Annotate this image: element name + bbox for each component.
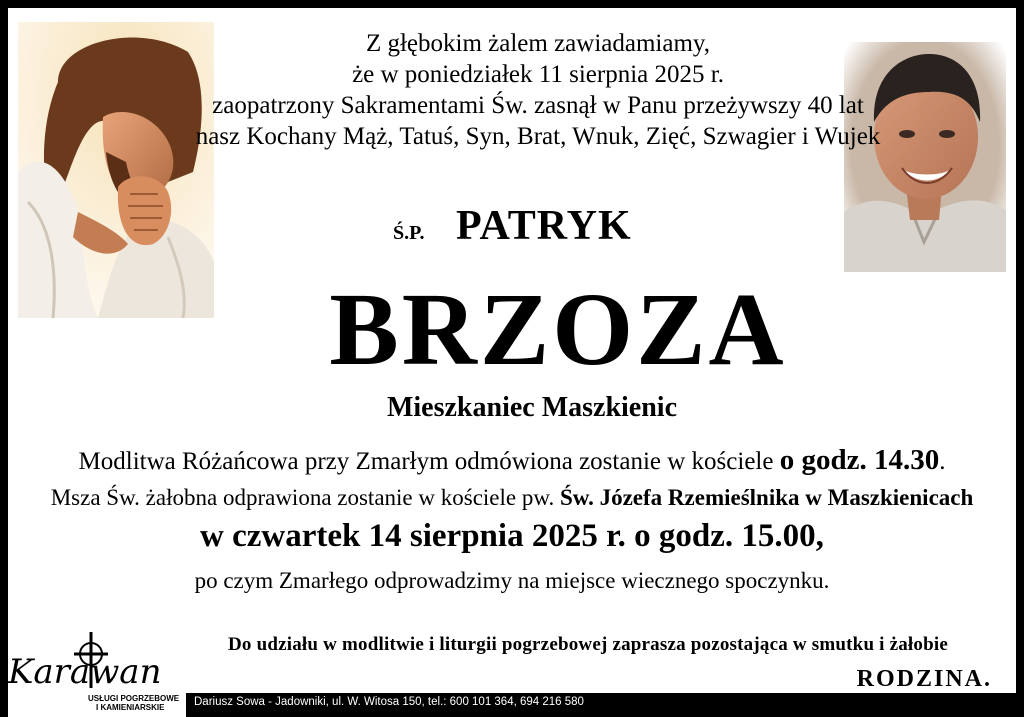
rosary-text: Modlitwa Różańcowa przy Zmarłym odmówiona zostanie w kościele [78, 448, 780, 475]
rosary-end: . [939, 448, 946, 475]
funeral-home-logo: Karawan [8, 652, 162, 692]
sp-prefix: Ś.P. [393, 222, 425, 244]
mass-church: Św. Józefa Rzemieślnika w Maszkienicach [559, 485, 974, 510]
rosary-time: o godz. 14.30 [779, 444, 940, 476]
mass-line [8, 485, 1016, 511]
first-name: PATRYK [456, 203, 632, 249]
intro-line-1: Z głębokim żalem zawiadamiamy, [365, 30, 711, 57]
intro-line-4: nasz Kochany Mąż, Tatuś, Syn, Brat, Wnuk, Zięć, Szwagier i Wujek [195, 123, 881, 150]
residence-line: Mieszkaniec Maszkienic [386, 392, 678, 423]
subtitle-line-1: USŁUGI POGRZEBOWE [88, 694, 180, 703]
intro-text [188, 28, 888, 152]
surname: BRZOZA [329, 272, 787, 387]
invitation-line: Do udziału w modlitwie i liturgii pogrzebowej zaprasza pozostająca w smutku i żałobie [228, 634, 948, 655]
intro-line-2: że w poniedziałek 11 sierpnia 2025 r. [352, 61, 724, 88]
mass-date: w czwartek 14 sierpnia 2025 r. o godz. 15.00, [200, 518, 824, 554]
family-signature: RODZINA. [856, 666, 992, 692]
mass-text: Msza Św. żałobna odprawiona zostanie w kościele pw. [50, 485, 560, 510]
subtitle-line-2: I KAMIENIARSKIE [96, 703, 165, 712]
rosary-line [8, 444, 1016, 477]
intro-line-3: zaopatrzony Sakramentami Św. zasnął w Panu przeżywszy 40 lat [212, 92, 864, 119]
footer-bar: Dariusz Sowa - Jadowniki, ul. W. Witosa 150, tel.: 600 101 364, 694 216 580 [186, 693, 1024, 717]
funeral-home-subtitle [88, 694, 179, 712]
burial-line: po czym Zmarłego odprowadzimy na miejsce wiecznego spoczynku. [194, 568, 830, 593]
